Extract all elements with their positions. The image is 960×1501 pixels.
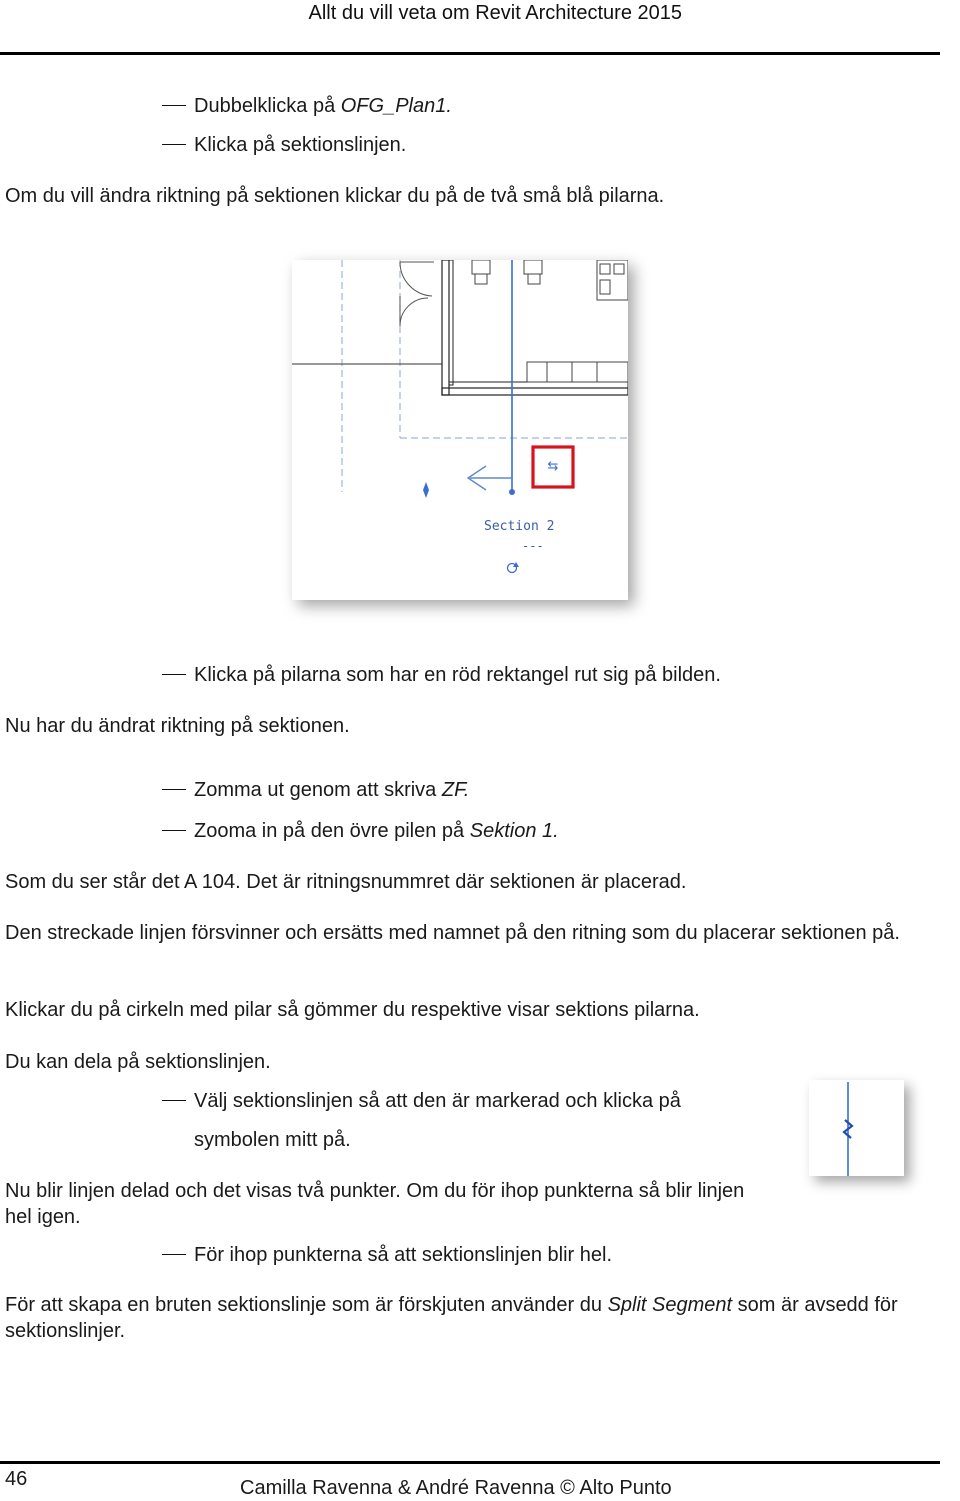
page-number: 46 [5, 1468, 28, 1490]
step-select-section-line: Välj sektionslinjen så att den är markerad och klicka på [162, 1088, 681, 1114]
split-symbol-drawing [809, 1080, 904, 1176]
step-select-section-line-cont: symbolen mitt på. [194, 1129, 351, 1151]
paragraph-line-split: Nu blir linjen delad och det visas två punkter. Om du för ihop punkterna så blir linjen hel igen. [5, 1180, 745, 1228]
dash-bullet [162, 1254, 186, 1255]
paragraph-split-segment: För att skapa en bruten sektionslinje som är förskjuten använder du Split Segment som är avsedd för sektionslinjer. [5, 1294, 898, 1342]
section-figure [292, 260, 628, 600]
split-symbol-figure [809, 1080, 904, 1176]
page-footer-rule [0, 1461, 940, 1464]
section-label: Section 2 [484, 519, 555, 534]
step-zoom-out: Zomma ut genom att skriva ZF. [162, 777, 469, 803]
step-click-section-line: Klicka på sektionslinjen. [162, 132, 406, 158]
section-sub-label: --- [522, 539, 544, 553]
step-zoom-in: Zooma in på den övre pilen på Sektion 1. [162, 818, 559, 844]
step-join-points: För ihop punkterna så att sektionslinjen blir hel. [162, 1242, 612, 1268]
paragraph-change-direction: Om du vill ändra riktning på sektionen klickar du på de två små blå pilarna. [5, 185, 665, 207]
section-plan-drawing [292, 260, 628, 600]
dash-bullet [162, 830, 186, 831]
dash-bullet [162, 1100, 186, 1101]
step-double-click: Dubbelklicka på OFG_Plan1. [162, 93, 452, 119]
paragraph-dashed-line: Den streckade linjen försvinner och ersätts med namnet på den ritning som du placerar sektionen på. [5, 922, 900, 944]
paragraph-sheet-number: Som du ser står det A 104. Det är ritningsnummret där sektionen är placerad. [5, 871, 687, 893]
svg-text:⇆: ⇆ [547, 459, 559, 474]
paragraph-circle-arrows: Klickar du på cirkeln med pilar så gömmer du respektive visar sektions pilarna. [5, 999, 700, 1021]
page-header [0, 0, 940, 55]
dash-bullet [162, 105, 186, 106]
footer-authors: Camilla Ravenna & André Ravenna © Alto Punto [240, 1477, 672, 1499]
dash-bullet [162, 674, 186, 675]
dash-bullet [162, 144, 186, 145]
dash-bullet [162, 789, 186, 790]
paragraph-split-line: Du kan dela på sektionslinjen. [5, 1051, 271, 1073]
header-title: Allt du vill veta om Revit Architecture 2015 [308, 2, 682, 24]
paragraph-direction-changed: Nu har du ändrat riktning på sektionen. [5, 715, 350, 737]
step-click-arrows: Klicka på pilarna som har en röd rektangel rut sig på bilden. [162, 662, 721, 688]
